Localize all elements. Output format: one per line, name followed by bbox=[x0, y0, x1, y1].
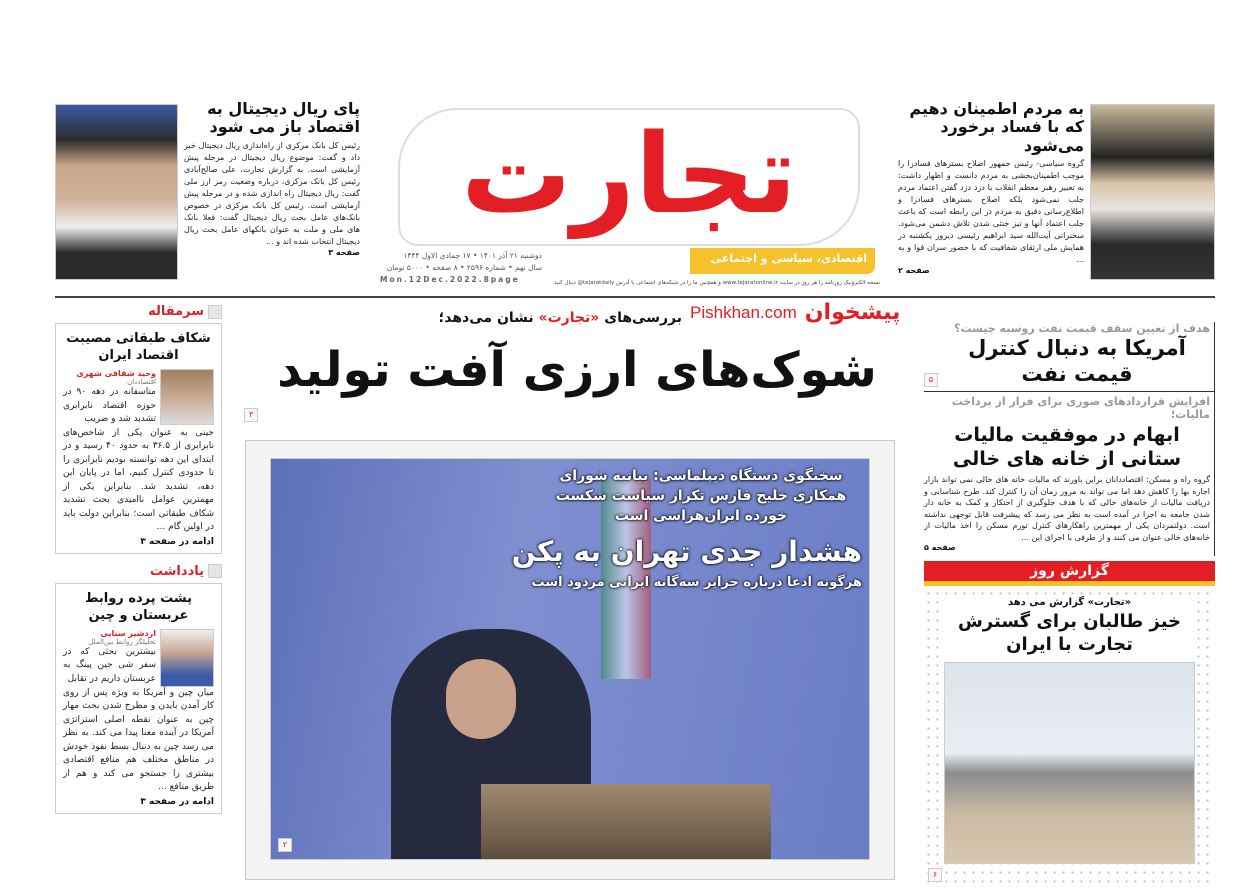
report-box[interactable] bbox=[924, 589, 1215, 888]
tagline-band bbox=[690, 248, 875, 274]
body: گروه راه و مسکن: اقتصاددانان براین باورند که مالیات خانه های خالی نمی تواند بازار اجاره بها را کاهش دهد اما می تواند به مرور زمان آن را کنترل کند. طرح شناسایی و دریافت مالیات از خانه‌های خالی که با هدف جلوگیری از احتکار و کمک به خانه دار شدن جامعه به اجرا در آمده است به نظر می رسد که پیشرفت قابل توجهی نداشته است. دولتمردان یکی از مهمترین راهکارهای کنترل تورم مسکن را اخذ مالیات از خانه‌های خالی عنوان می کنند و از طرفی با اجرای این ... bbox=[924, 475, 1210, 542]
right-column bbox=[924, 322, 1215, 888]
tagline: اقتصادی، سیاسی و اجتماعی bbox=[710, 252, 867, 265]
page-ref: صفحه ۲ bbox=[898, 266, 930, 276]
section-square bbox=[208, 305, 222, 319]
right-story-2[interactable] bbox=[924, 392, 1215, 556]
editorial-section: سرمقاله bbox=[148, 304, 204, 319]
top-right-story[interactable] bbox=[898, 100, 1084, 275]
kicker: «تجارت» گزارش می دهد bbox=[1007, 597, 1132, 608]
sanaei-photo bbox=[160, 629, 214, 687]
title: شکاف طبقاتی مصیبت اقتصاد ایران bbox=[66, 331, 211, 363]
left-column bbox=[55, 304, 222, 814]
continued: ادامه در صفحه ۳ bbox=[140, 796, 214, 807]
section-square bbox=[208, 564, 222, 578]
author: وحید شقاقی شهری bbox=[76, 369, 156, 378]
note-box[interactable] bbox=[55, 583, 222, 814]
page-ref: ۳ bbox=[244, 408, 258, 422]
logo: تجارت bbox=[461, 110, 797, 238]
title: پشت پرده روابط عربستان و چین bbox=[84, 590, 193, 623]
page-ref: ۵ bbox=[924, 373, 938, 387]
main-kicker bbox=[390, 310, 682, 326]
divider bbox=[55, 296, 1215, 298]
date-block bbox=[380, 250, 542, 286]
kicker: افزایش قراردادهای صوری برای فرار از پرداخت مالیات؛ bbox=[951, 395, 1210, 421]
page-ref: صفحه ۵ bbox=[924, 543, 956, 552]
top-left-story[interactable] bbox=[184, 100, 360, 257]
headline: خیز طالبان برای گسترش تجارت با ایران bbox=[957, 611, 1182, 655]
report-section: گزارش روز bbox=[1030, 563, 1109, 579]
body: گروه سیاسی- رئیس جمهور اصلاح بسترهای فسادزا را موجب اطمینان‌بخشی به مردم دانست و اظهار داشت: به تعبیر رهبر معظم انقلاب با دزد دزد گفتن اعتماد مردم جلب نمی‌شود بلکه اصلاح بسترهای فسادزا و اطلاع‌رسانی دقیق به مردم در این رابطه است که باعث جلب اعتماد آنها و تیز خنثی شدن تلاش دشمن می‌شود. سخنرانی آیت‌الله سید ابراهیم رئیسی دیروز یکشنبه در همایش ملی ارتقای شفافیت که با حضور سران قوا و به ... bbox=[898, 159, 1084, 265]
raisi-photo bbox=[1090, 104, 1215, 280]
kicker-brand: «تجارت» bbox=[538, 310, 600, 326]
report-bar bbox=[924, 561, 1215, 586]
body: جینی به عنوان یکی از شاخص‌های نابرابری از ۳۶.۵ به حدود ۴۰ رسید و در ابتدای این دهه توانسته بودیم نابرابری را تا حدودی کنترل کنیم، اما در پایان این دهه، تشدید شد. بنابراین یکی از مهمترین عوامل ناامیدی بحث تشدید شکاف طبقاتی است؛ بنابراین دولت باید در اولین گام ... bbox=[63, 427, 214, 532]
date-fa: دوشنبه ۲۱ آذر ۱۴۰۱ • ۱۷ جمادی الاول ۱۴۴۴ bbox=[403, 251, 542, 260]
page-ref: ۶ bbox=[928, 868, 942, 882]
headline: هشدار جدی تهران به پکن bbox=[511, 535, 862, 568]
shaghaghi-photo bbox=[160, 369, 214, 425]
online-notice: نسخه الکترونیک روزنامه را هر روز در سایت www.tejaratonline.ir و همچنین ما را در شبکه‌های اجتماعی با آدرس tejaratdaily@ دنبال کنید bbox=[553, 280, 880, 286]
watermark-en: Pishkhan.com bbox=[690, 302, 797, 322]
right-story-1[interactable] bbox=[924, 322, 1215, 392]
lead: سخنگوی دستگاه دیپلماسی: بیانیه شورای همکاری خلیج فارس تکرار سیاست شکست خورده ایران‌هراسی است bbox=[555, 468, 847, 524]
continued: ادامه در صفحه ۳ bbox=[140, 536, 214, 547]
note-section: یادداشت bbox=[149, 563, 204, 579]
photo-story[interactable] bbox=[500, 466, 862, 592]
headline: آمریکا به دنبال کنترل قیمت نفت bbox=[968, 336, 1186, 386]
body-top: متاسفانه در دهه ۹۰ در حوزه اقتصاد نابرابری تشدید شد و ضریب bbox=[63, 387, 156, 424]
watermark bbox=[690, 300, 915, 325]
border-trucks-photo bbox=[944, 662, 1195, 864]
kicker-post: نشان می‌دهد؛ bbox=[438, 310, 539, 326]
author: اردشیر سنایی bbox=[100, 628, 156, 638]
headline: ابهام در موفقیت مالیات ستانی از خانه های خالی bbox=[952, 424, 1182, 470]
speaker-face bbox=[446, 659, 516, 739]
main-headline[interactable]: شوک‌های ارزی آفت تولید bbox=[277, 342, 877, 398]
role: تحلیلگر روابط بین‌الملل bbox=[88, 637, 156, 646]
date-en: Mon.12Dec.2022.8page bbox=[380, 275, 520, 284]
body: رئیس کل بانک مرکزی از راه‌اندازی ریال دیجیتال خبر داد و گفت: موضوع ریال دیجیتال در مرحله پیش آزمایشی است. به گزارش تجارت، علی صالح‌آبادی رئیس کل بانک مرکزی، درباره وضعیت رمز ارز ملی گفت: ریال دیجیتال راه اندازی شده و در مرحله پیش آزمایشی است. رئیس کل بانک مرکزی در خصوص بانک‌های عامل بحث ریال دیجیتال گفت: فعلا بانک های ملی و ملت به عنوان بانکهای عامل بحث ریال دیجیتال انتخاب شده اند و ... bbox=[184, 140, 360, 246]
role: اقتصاددان bbox=[127, 378, 156, 386]
page-ref: صفحه ۳ bbox=[328, 247, 360, 257]
kicker: هدف از تعیین سقف قیمت نفت روسیه چیست؟ bbox=[954, 322, 1210, 335]
podium bbox=[481, 784, 771, 860]
sub: هرگونه ادعا درباره جزایر سه‌گانه ایرانی مردود است bbox=[531, 575, 862, 590]
headline: به مردم اطمینان دهیم که با فساد برخورد می‌شود bbox=[909, 99, 1084, 155]
watermark-fa: پیشخوان bbox=[804, 300, 901, 325]
editorial-box[interactable] bbox=[55, 323, 222, 554]
page-ref: ۲ bbox=[278, 838, 292, 852]
kicker-pre: بررسی‌های bbox=[599, 310, 682, 326]
salehabadi-photo bbox=[55, 104, 178, 280]
headline: پای ریال دیجیتال به اقتصاد باز می شود bbox=[207, 99, 360, 137]
issue-line: سال نهم • شماره ۲۵۹۶ • ۸ صفحه • ۵۰۰۰ تومان bbox=[386, 263, 542, 272]
body: میان چین و آمریکا به ویژه پس از روی کار آمدن بایدن و مطرح شدن بحث مهار چین به عنوان نقطه اصلی استراتژی آمریکا در آینده معنا پیدا می کند. به نظر می رسد چین به دنبال بسط نفوذ خودش در مناطق مختلف هم منافع اقتصادی بیشتری را جستجو می کند و هم از طریق منافع ... bbox=[63, 687, 214, 792]
masthead bbox=[398, 108, 860, 246]
body-top: بیشترین بحثی که در سفر شی جین پینگ به عربستان داریم در تقابل bbox=[63, 646, 156, 684]
